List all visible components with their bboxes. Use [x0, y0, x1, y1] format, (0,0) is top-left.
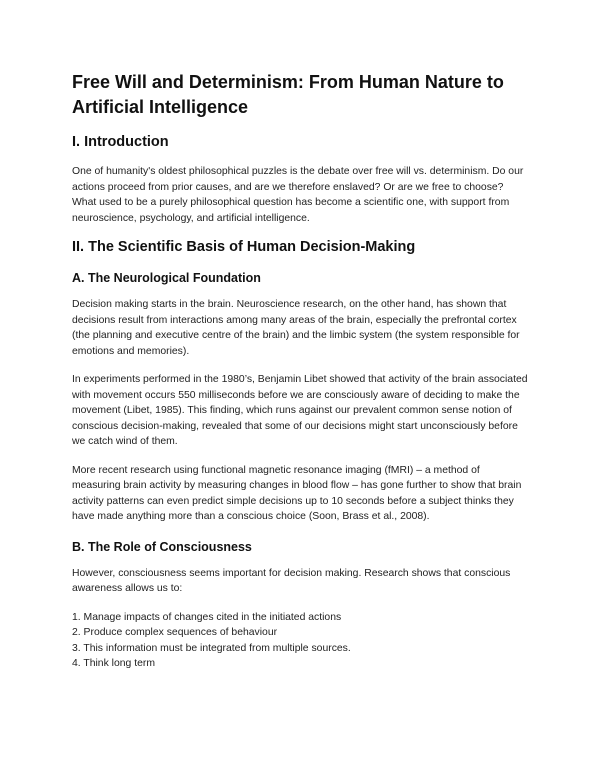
list-item: 1. Manage impacts of changes cited in the initiated actions — [72, 611, 342, 623]
neuro-paragraph-3: More recent research using functional magnetic resonance imaging (fMRI) – a method of measuring brain activity by measuring changes in blood flow – has gone further to show that brain activity patterns can even predict simple decisions up to 10 seconds before a subject thinks they have made anything more than a conscious choice (Soon, Brass et al., 2008). — [72, 464, 522, 522]
list-item: 4. Think long term — [72, 658, 155, 669]
subsection-heading-consciousness: B. The Role of Consciousness — [72, 539, 252, 554]
intro-paragraph: One of humanity's oldest philosophical puzzles is the debate over free will vs. determinism. Do our actions proceed from prior causes, and are we therefore enslaved? Or are we free to choose? What used to be a purely philosophical question has become a scientific one, with support from neuroscience, psychology, and artificial intelligence. — [72, 166, 524, 224]
subsection-heading-neurological: A. The Neurological Foundation — [72, 271, 261, 285]
consciousness-paragraph: However, consciousness seems important for decision making. Research shows that conscious awareness allows us to: — [72, 567, 511, 594]
document-title: Free Will and Determinism: From Human Nature to Artificial Intelligence — [72, 72, 504, 117]
neuro-paragraph-1: Decision making starts in the brain. Neuroscience research, on the other hand, has shown that decisions result from interactions among many areas of the brain, especially the prefrontal cortex (the planning and executive centre of the brain) and the limbic system (the system responsible for emotions and memories). — [72, 299, 520, 357]
list-item: 2. Produce complex sequences of behaviour — [72, 627, 278, 638]
section-heading-introduction: I. Introduction — [72, 134, 169, 150]
neuro-paragraph-2: In experiments performed in the 1980’s, Benjamin Libet showed that activity of the brain associated with movement occurs 550 milliseconds before we are consciously aware of deciding to make the movement (Libet, 1985). This finding, which runs against our prevalent common sense notion of conscious decision-making, revealed that some of our decisions might start unconsciously before we catch wind of them. — [72, 374, 528, 447]
consciousness-list — [72, 610, 530, 672]
list-item: 3. This information must be integrated from multiple sources. — [72, 642, 351, 654]
document-page — [72, 70, 530, 672]
section-heading-scientific-basis: II. The Scientific Basis of Human Decision-Making — [72, 239, 416, 255]
